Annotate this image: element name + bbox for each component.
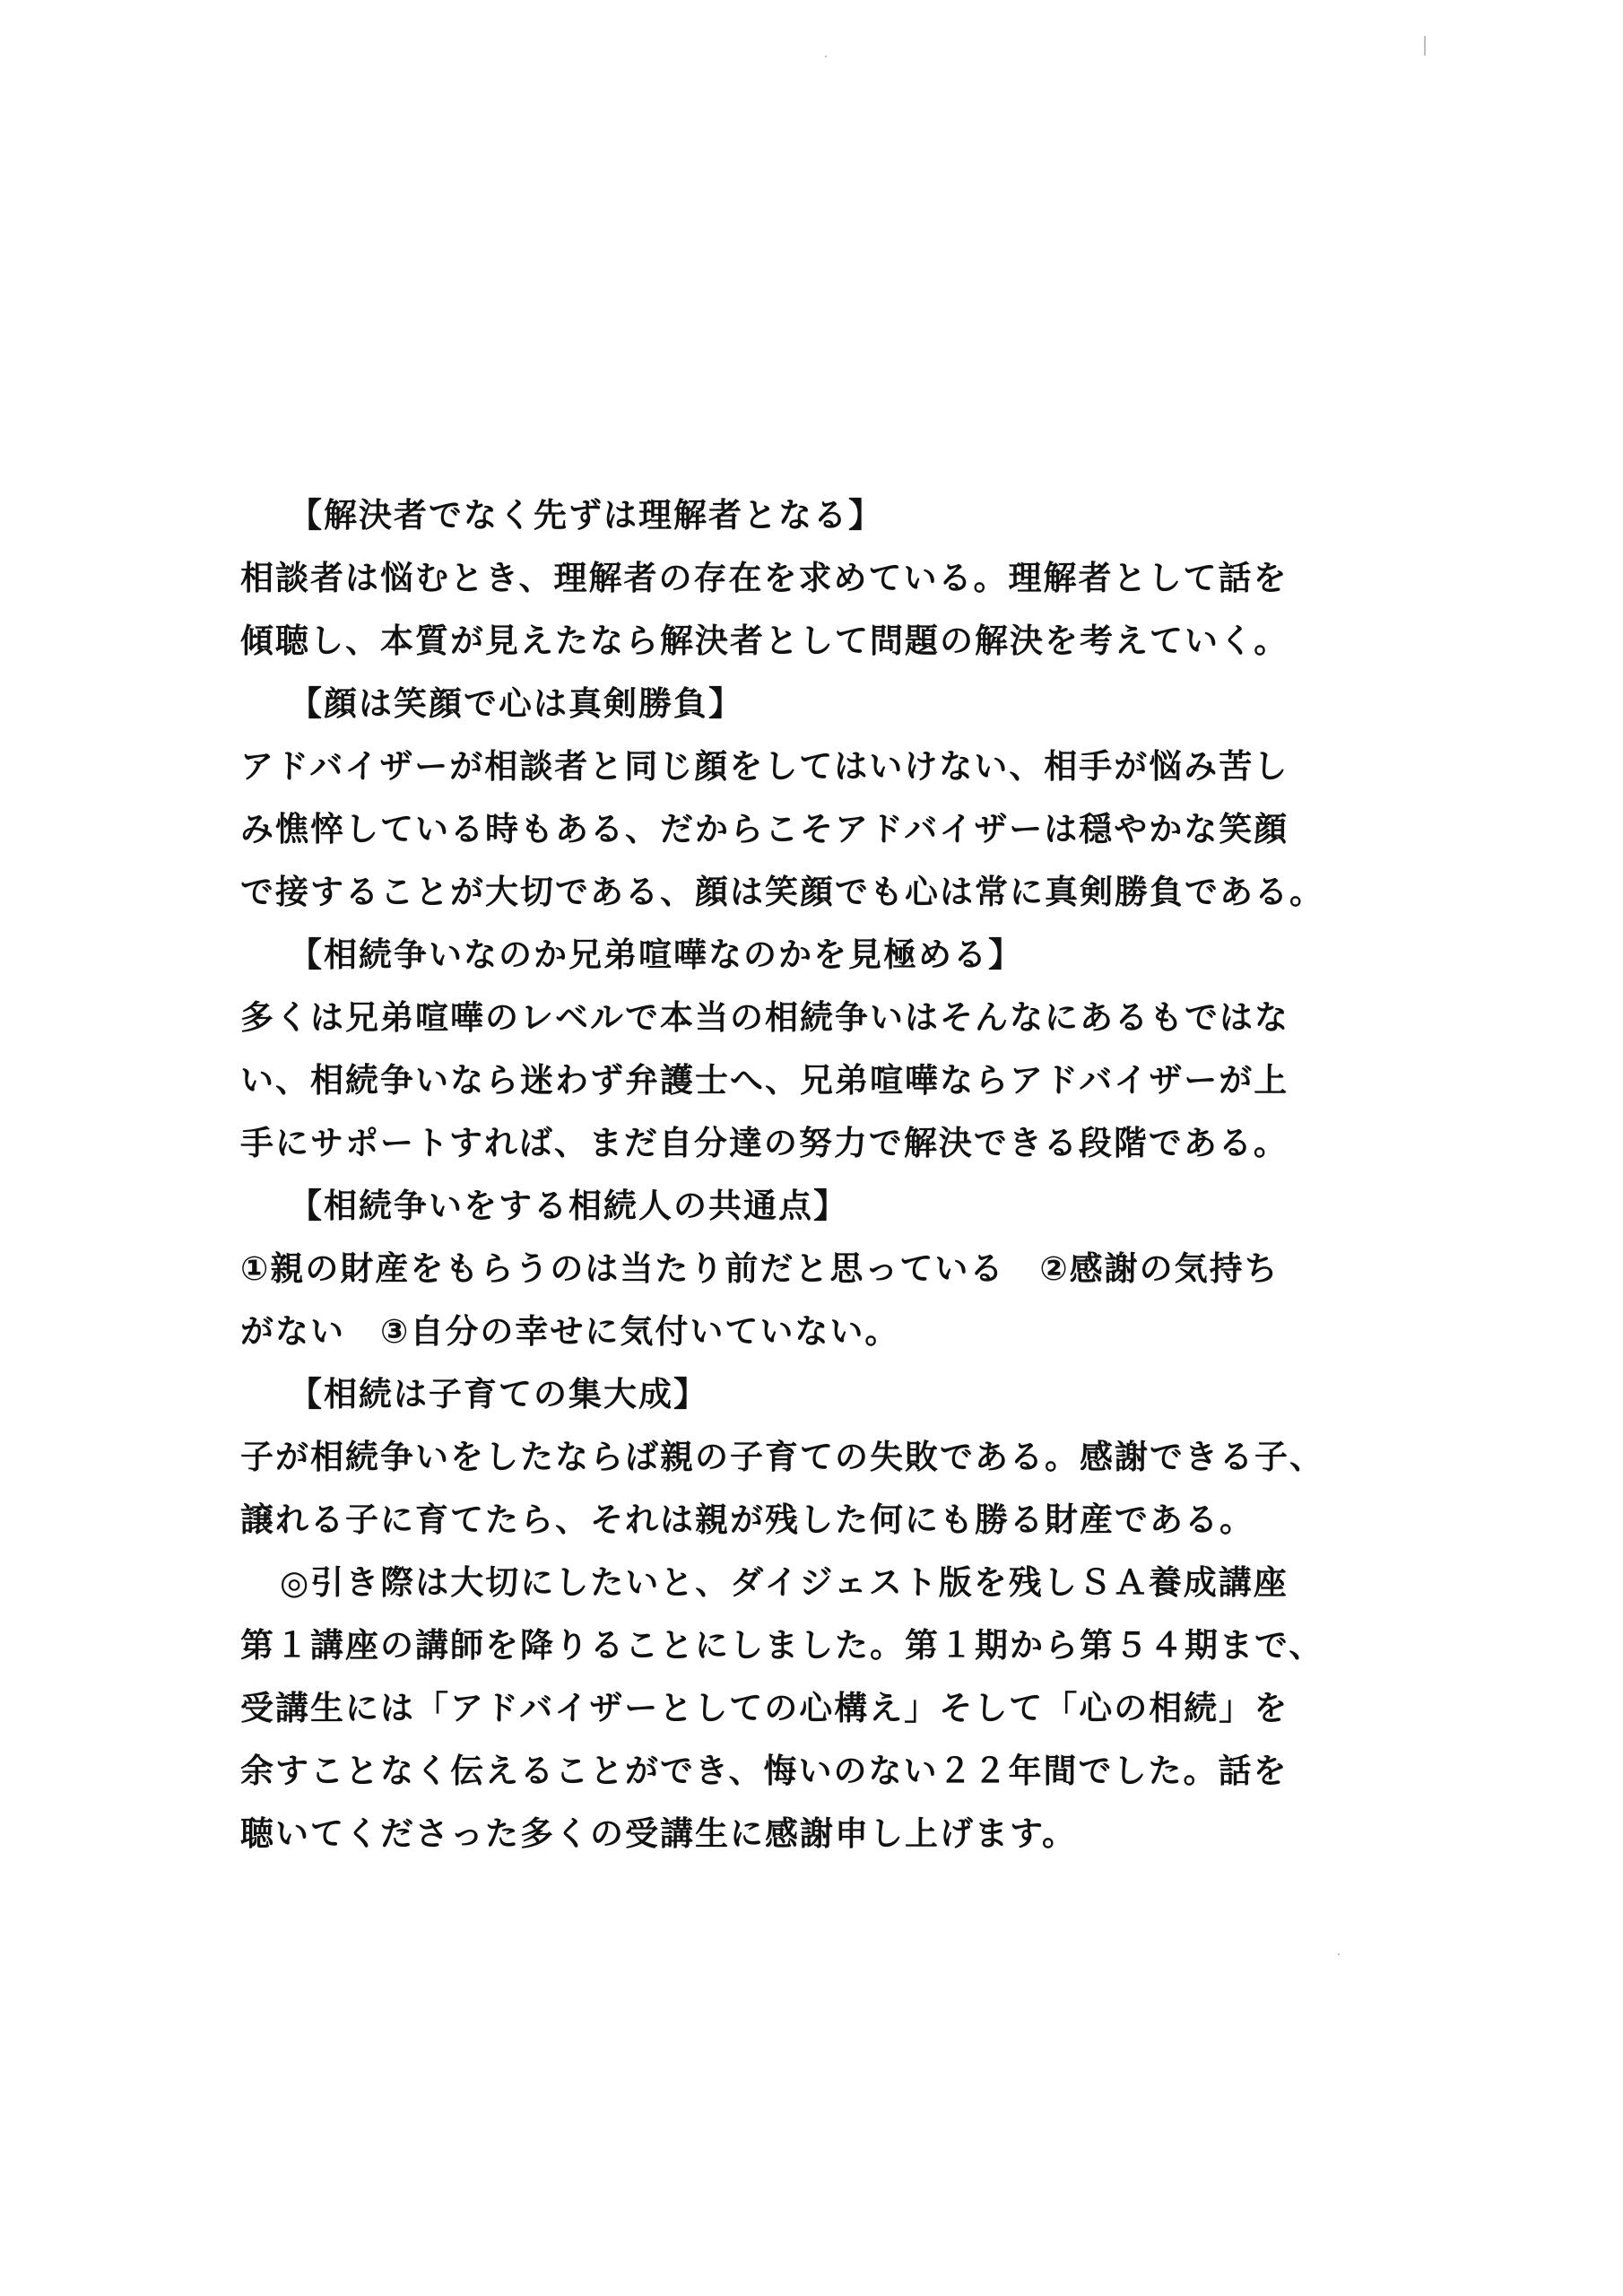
scan-speck	[825, 56, 827, 57]
body-line: い、相続争いなら迷わず弁護士へ、兄弟喧嘩ならアドバイザーが上	[240, 1061, 1289, 1100]
closing-line: ◎引き際は大切にしたいと、ダイジェスト版を残しＳＡ養成講座	[280, 1563, 1289, 1602]
section	[240, 673, 1406, 924]
body-line: がない ③自分の幸せに気付いていない。	[240, 1312, 900, 1351]
closing-line: 受講生には「アドバイザーとしての心構え」そして「心の相続」を	[240, 1689, 1289, 1727]
section-heading: 【解決者でなく先ずは理解者となる】	[289, 496, 883, 535]
section-heading: 【顔は笑顔で心は真剣勝負】	[289, 684, 743, 723]
document-body	[240, 484, 1406, 1866]
body-line: 相談者は悩むとき、理解者の存在を求めている。理解者として話を	[240, 559, 1289, 597]
section-heading: 【相続争いをする相続人の共通点】	[289, 1187, 848, 1225]
body-line: 傾聴し、本質が見えたなら解決者として問題の解決を考えていく。	[240, 622, 1289, 660]
scan-speck	[1338, 1953, 1340, 1955]
section	[240, 924, 1406, 1175]
section-heading: 【相続争いなのか兄弟喧嘩なのかを見極める】	[289, 935, 1023, 974]
section	[240, 1175, 1406, 1363]
body-line: 譲れる子に育てたら、それは親が残した何にも勝る財産である。	[240, 1500, 1254, 1539]
body-line: 子が相続争いをしたならば親の子育ての失敗である。感謝できる子、	[240, 1438, 1324, 1476]
section	[240, 484, 1406, 673]
body-line: ①親の財産をもらうのは当たり前だと思っている ②感謝の気持ち	[240, 1249, 1280, 1288]
body-line: アドバイザーが相談者と同じ顔をしてはいけない、相手が悩み苦し	[240, 747, 1289, 786]
closing-note	[240, 1552, 1406, 1866]
closing-line: 聴いてくださった多くの受講生に感謝申し上げます。	[240, 1814, 1078, 1853]
closing-line: 余すことなく伝えることができ、悔いのない２２年間でした。話を	[240, 1752, 1289, 1790]
body-line: で接することが大切である、顔は笑顔でも心は常に真剣勝負である。	[240, 873, 1324, 911]
closing-line: 第１講座の講師を降りることにしました。第１期から第５４期まで、	[240, 1626, 1324, 1665]
body-line: 多くは兄弟喧嘩のレベルで本当の相続争いはそんなにあるもではな	[240, 998, 1289, 1037]
scan-speck	[1424, 36, 1426, 56]
body-line: み憔悴している時もある、だからこそアドバイザーは穏やかな笑顔	[240, 810, 1289, 848]
section-heading: 【相続は子育ての集大成】	[289, 1375, 708, 1413]
body-line: 手にサポートすれば、まだ自分達の努力で解決できる段階である。	[240, 1124, 1289, 1162]
section	[240, 1363, 1406, 1552]
